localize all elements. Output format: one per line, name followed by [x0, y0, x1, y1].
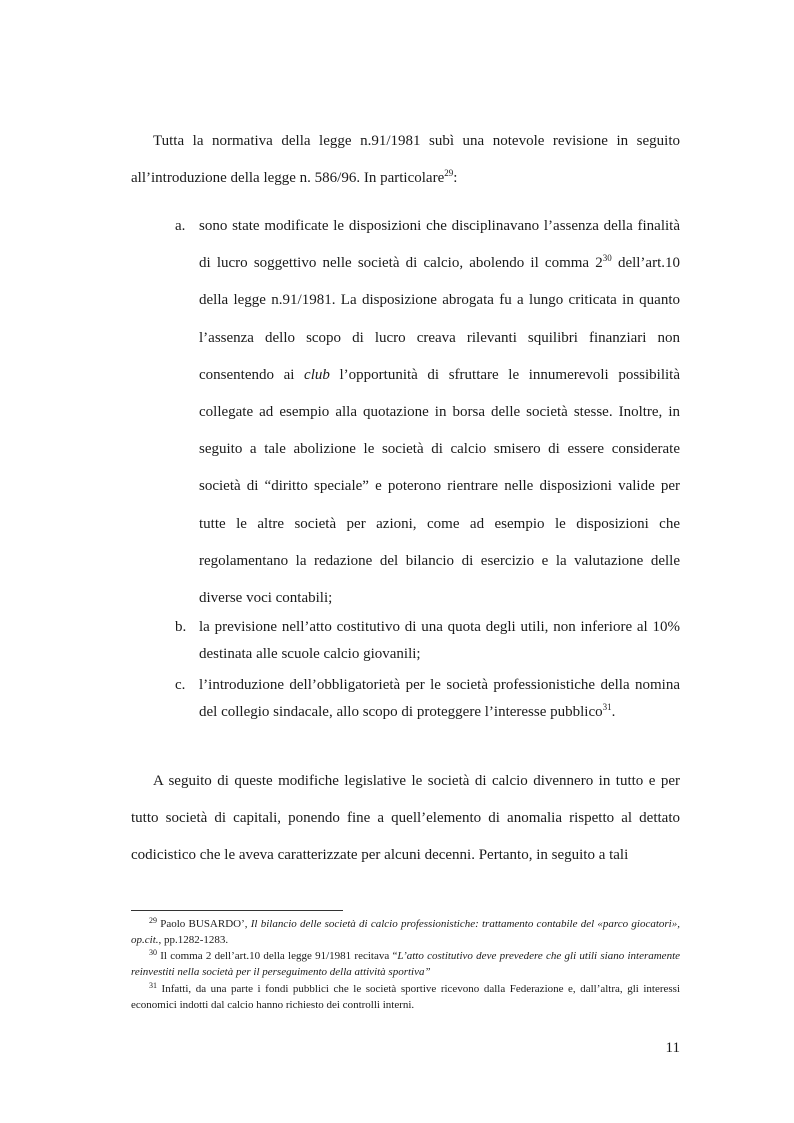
list-marker-b: b.	[175, 619, 187, 635]
paragraph-intro-text: Tutta la normativa della legge n.91/1981 subì una notevole revisione in seguito all’introduzione della legge n. 586/96. In particolare	[131, 133, 680, 186]
footnote-29-title: Il bilancio delle società di calcio professionistiche: trattamento contabile del «parco giocatori», op.cit.	[131, 918, 680, 946]
list-item-a-text	[199, 208, 680, 617]
list-item-a-part1: sono state modificate le disposizioni che disciplinavano l’assenza della finalità di lucro soggettivo nelle società di calcio, abolendo il comma 2	[199, 218, 680, 272]
footnote-separator	[131, 910, 343, 911]
list-item-b	[131, 614, 680, 668]
footnote-31-number: 31	[149, 981, 157, 990]
footnote-29-author: Paolo BUSARDO’,	[157, 918, 251, 930]
footnote-31	[131, 981, 680, 1013]
list-item-a-part3: l’opportunità di sfruttare le innumerevoli possibilità collegate ad esempio alla quotazione in borsa delle società stesse. Inoltre, in seguito a tale abolizione le società di calcio smisero di essere considerate società di “diritto speciale” e poterono rientrare nelle disposizioni valide per tutte le altre società per azioni, come ad esempio le disposizioni che regolamentano la redazione del bilancio di esercizio e la valutazione delle diverse voci contabili;	[199, 366, 681, 607]
page-number: 11	[665, 1040, 680, 1056]
list-item-c-main: l’introduzione dell’obbligatorietà per le società professionistiche della nomina del collegio sindacale, allo scopo di proteggere l’interesse pubblico	[199, 677, 680, 720]
footnote-29	[131, 916, 680, 948]
paragraph-intro-colon: :	[453, 170, 458, 186]
footnote-29-pages: , pp.1282-1283.	[158, 934, 229, 946]
list-item-a-part2: dell’art.10 della legge n.91/1981. La disposizione abrogata fu a lungo criticata in quanto l’assenza dello scopo di lucro creava rilevanti squilibri finanziari non consentendo ai	[199, 255, 681, 383]
list-marker-c: c.	[175, 677, 186, 693]
footnote-30-text: Il comma 2 dell’art.10 della legge 91/1981 recitava “	[157, 950, 398, 962]
club-italic: club	[304, 366, 330, 383]
list-marker-a: a.	[175, 218, 186, 234]
list-item-c-text	[199, 672, 680, 726]
footnote-30-quote: L’atto costitutivo deve prevedere che gli utili siano interamente reinvestiti nella società per il perseguimento della attività sportiva”	[131, 950, 681, 978]
list-item-c	[131, 672, 680, 726]
footnote-ref-30[interactable]: 30	[602, 253, 612, 264]
list-item-a	[131, 208, 680, 617]
footnote-31-text: Infatti, da una parte i fondi pubblici che le società sportive ricevono dalla Federazione e, dall’altra, gli interessi economici indotti dal calcio hanno richiesto dei controlli interni.	[131, 983, 680, 1011]
footnote-29-number: 29	[149, 916, 157, 925]
list-item-b-text: la previsione nell’atto costitutivo di una quota degli utili, non inferiore al 10% destinata alle scuole calcio giovanili;	[199, 619, 680, 662]
footnote-30-number: 30	[149, 948, 157, 957]
footnote-ref-31[interactable]: 31	[602, 702, 612, 712]
list-item-c-end: .	[611, 704, 616, 720]
paragraph-intro	[131, 123, 680, 197]
footnote-ref-29[interactable]: 29	[444, 168, 454, 178]
paragraph-conclusion: A seguito di queste modifiche legislative le società di calcio divennero in tutto e per tutto società di capitali, ponendo fine a quell’elemento di anomalia rispetto al dettato codicistico che le aveva caratterizzate per alcuni decenni. Pertanto, in seguito a tali	[131, 773, 680, 863]
footnote-30	[131, 948, 680, 980]
